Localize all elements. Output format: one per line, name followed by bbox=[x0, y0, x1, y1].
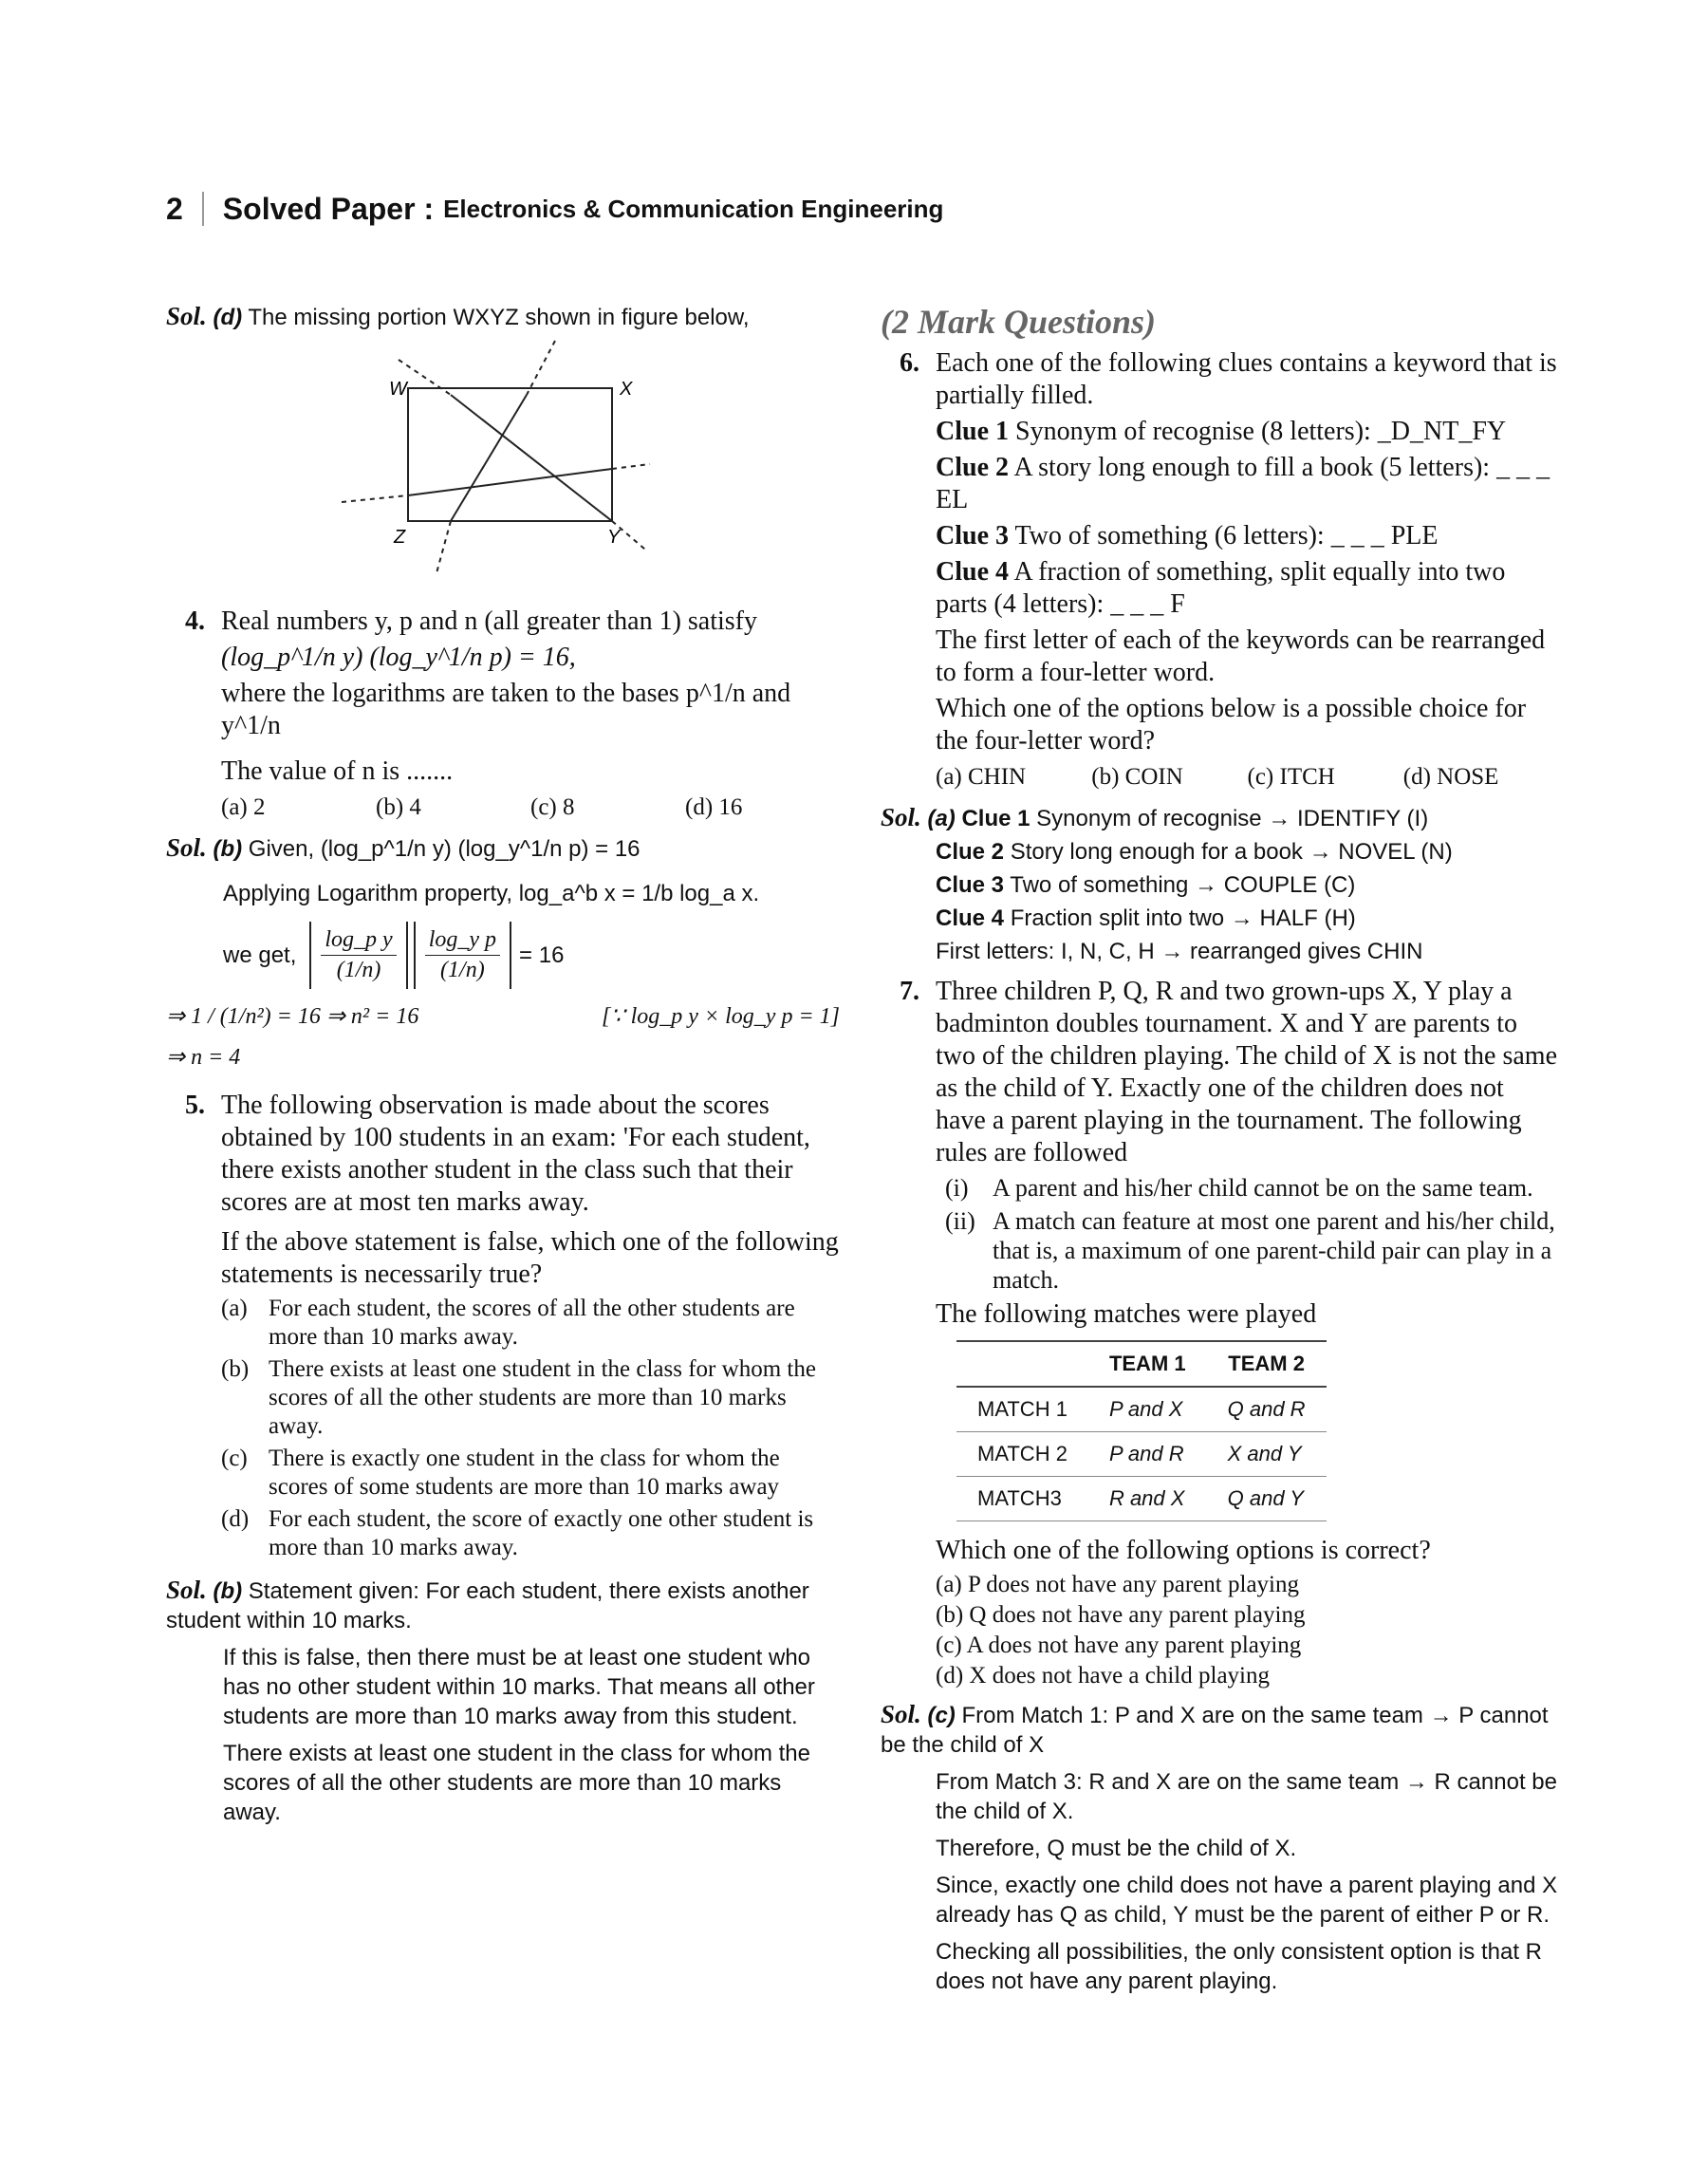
header-divider bbox=[202, 192, 204, 226]
solution-7 bbox=[881, 1700, 1559, 1996]
book-title: Solved Paper : bbox=[222, 191, 435, 226]
option-a[interactable]: (a) For each student, the scores of all the other students are more than 10 marks away. bbox=[221, 1296, 795, 1350]
question-7 bbox=[881, 976, 1559, 1331]
sol6-line1-label: Clue 1 bbox=[961, 806, 1030, 831]
q7-rules bbox=[945, 1173, 1559, 1295]
rectangle-wxyz bbox=[408, 388, 612, 521]
table-header-row bbox=[956, 1341, 1327, 1387]
left-column bbox=[166, 302, 840, 1835]
table-row bbox=[956, 1387, 1327, 1432]
sol6-line2: Clue 2 Story long enough for a book → NOVEL (N) bbox=[936, 839, 1453, 865]
q5-options bbox=[221, 1295, 840, 1562]
option-c[interactable]: (c) ITCH bbox=[1247, 764, 1335, 790]
rule-1: (i) A parent and his/her child cannot be on the same team. bbox=[945, 1174, 1533, 1202]
sol6-line3: Clue 3 Two of something → COUPLE (C) bbox=[936, 872, 1356, 898]
q6-intro: Each one of the following clues contains a keyword that is partially filled. bbox=[936, 348, 1557, 410]
q6-options bbox=[936, 761, 1559, 793]
q6-para2: The first letter of each of the keywords can be rearranged to form a four-letter word. bbox=[936, 625, 1546, 687]
table-cell: X and Y bbox=[1207, 1432, 1327, 1477]
option-c[interactable]: (c) 8 bbox=[530, 794, 575, 820]
option-a[interactable]: (a) P does not have any parent playing bbox=[936, 1572, 1299, 1597]
table-cell: MATCH3 bbox=[956, 1477, 1088, 1521]
sol-option: (b) bbox=[213, 836, 243, 862]
sol4-given: Given, (log_p^1/n y) (log_y^1/n p) = 16 bbox=[248, 836, 640, 862]
q4-line3: The value of n is ....... bbox=[221, 756, 454, 786]
sol4-step3: ⇒ n = 4 bbox=[166, 1045, 241, 1070]
sol4-weget: we get, bbox=[223, 942, 297, 968]
clue-1: Clue 1 Synonym of recognise (8 letters): _D_NT_FY bbox=[936, 417, 1507, 446]
sol7-p4: Since, exactly one child does not have a parent playing and X already has Q as child, Y must be the parent of either P or R. bbox=[936, 1873, 1558, 1928]
solution-3 bbox=[166, 302, 840, 332]
sol-label: Sol. bbox=[881, 803, 921, 831]
sol7-p5: Checking all possibilities, the only consistent option is that R does not have any parent playing. bbox=[936, 1939, 1542, 1994]
rule-2: (ii) A match can feature at most one parent and his/her child, that is, a maximum of one parent-child pair can play in a match. bbox=[945, 1207, 1555, 1294]
sol5-p2: If this is false, then there must be at least one student who has no other student within 10 marks. That means all other students are more than 10 marks away from this student. bbox=[223, 1645, 815, 1729]
table-cell: MATCH 1 bbox=[956, 1387, 1088, 1432]
sol4-fraction-block bbox=[223, 922, 840, 989]
q7-para2: The following matches were played bbox=[936, 1299, 1317, 1329]
sol4-step2: ⇒ 1 / (1/n²) = 16 ⇒ n² = 16 bbox=[166, 1004, 419, 1029]
right-column bbox=[881, 302, 1559, 2004]
table-cell: MATCH 2 bbox=[956, 1432, 1088, 1477]
option-a[interactable]: (a) CHIN bbox=[936, 764, 1027, 790]
option-b[interactable]: (b) Q does not have any parent playing bbox=[936, 1602, 1306, 1628]
option-b[interactable]: (b) 4 bbox=[376, 794, 421, 820]
question-7-options bbox=[881, 1535, 1559, 1690]
sol7-p2: From Match 3: R and X are on the same team → R cannot be the child of X. bbox=[936, 1769, 1557, 1824]
sol-option: (c) bbox=[927, 1703, 956, 1728]
sol6-line1-text: Synonym of recognise → IDENTIFY (I) bbox=[1036, 806, 1429, 831]
table-cell: R and X bbox=[1088, 1477, 1207, 1521]
q4-options bbox=[221, 792, 840, 824]
wxyz-figure bbox=[166, 336, 840, 592]
sol4-eq16: = 16 bbox=[519, 942, 565, 968]
frac-b-denominator: (1/n) bbox=[440, 958, 485, 982]
sol-option: (b) bbox=[213, 1578, 243, 1604]
sol6-line4: Clue 4 Fraction split into two → HALF (H) bbox=[936, 905, 1356, 931]
sol-label: Sol. bbox=[166, 1576, 207, 1604]
clue-3: Clue 3 Two of something (6 letters): _ _ _ PLE bbox=[936, 521, 1439, 550]
table-header: TEAM 1 bbox=[1088, 1341, 1207, 1387]
q5-para1: The following observation is made about the scores obtained by 100 students in an exam: 'For each student, there exists another student in the class such that their scores are at most ten marks away. bbox=[221, 1091, 810, 1217]
q6-para3: Which one of the options below is a possible choice for the four-letter word? bbox=[936, 694, 1527, 756]
sol4-property: Applying Logarithm property, log_a^b x = 1/b log_a x. bbox=[223, 881, 760, 906]
matches-table bbox=[956, 1340, 1327, 1521]
option-d[interactable]: (d) X does not have a child playing bbox=[936, 1663, 1270, 1689]
question-number: 4. bbox=[185, 606, 205, 636]
option-b[interactable]: (b) There exists at least one student in the class for whom the scores of all the other students are more than 10 marks away. bbox=[221, 1356, 816, 1439]
section-heading: (2 Mark Questions) bbox=[881, 303, 1157, 341]
sol5-p3: There exists at least one student in the class for whom the scores of all the other students are more than 10 marks away. bbox=[223, 1741, 810, 1825]
solution-6 bbox=[881, 803, 1559, 966]
sol-option: (a) bbox=[927, 806, 956, 831]
clue-2: Clue 2 A story long enough to fill a book (5 letters): _ _ _ EL bbox=[936, 453, 1550, 514]
table-cell: Q and Y bbox=[1207, 1477, 1327, 1521]
option-c[interactable]: (c) A does not have any parent playing bbox=[936, 1633, 1302, 1658]
sol-label: Sol. bbox=[881, 1700, 921, 1728]
table-cell: P and R bbox=[1088, 1432, 1207, 1477]
q5-para2: If the above statement is false, which one of the following statements is necessarily true? bbox=[221, 1227, 839, 1289]
question-5 bbox=[166, 1090, 840, 1562]
page-number: 2 bbox=[166, 191, 183, 226]
sol4-reason: [∵ log_p y × log_y p = 1] bbox=[602, 1004, 840, 1029]
q7-para1: Three children P, Q, R and two grown-ups X, Y play a badminton doubles tournament. X and Y are parents to two of the children playing. The child of X is not the same as the child of Y. Exactly one of the children does not have a parent playing in the tournament. The following rules are followed bbox=[936, 977, 1558, 1167]
sol-text: The missing portion WXYZ shown in figure below, bbox=[248, 305, 750, 330]
sol7-p1: From Match 1: P and X are on the same team → P cannot be the child of X bbox=[881, 1703, 1549, 1758]
q7-option-list bbox=[936, 1571, 1559, 1690]
table-header bbox=[956, 1341, 1088, 1387]
option-d[interactable]: (d) 16 bbox=[685, 794, 743, 820]
q4-equation: (log_p^1/n y) (log_y^1/n p) = 16, bbox=[221, 643, 576, 672]
solution-4 bbox=[166, 833, 840, 1073]
sol-label: Sol. bbox=[166, 833, 207, 862]
label-x: X bbox=[620, 379, 633, 400]
question-number: 7. bbox=[900, 977, 919, 1006]
table-header: TEAM 2 bbox=[1207, 1341, 1327, 1387]
frac-b-numerator: log_y p bbox=[425, 925, 500, 956]
sol5-p1: Statement given: For each student, there exists another student within 10 marks. bbox=[166, 1578, 809, 1633]
sol7-p3: Therefore, Q must be the child of X. bbox=[936, 1836, 1297, 1861]
table-row bbox=[956, 1477, 1327, 1521]
sol-label: Sol. bbox=[166, 302, 207, 330]
option-c[interactable]: (c) There is exactly one student in the class for whom the scores of some students are more than 10 marks away bbox=[221, 1446, 780, 1500]
question-6 bbox=[881, 347, 1559, 793]
question-4 bbox=[166, 606, 840, 824]
option-b[interactable]: (b) COIN bbox=[1091, 764, 1183, 790]
sol-option: (d) bbox=[213, 305, 243, 330]
page-header bbox=[166, 180, 943, 237]
question-number: 6. bbox=[900, 348, 919, 378]
solution-5 bbox=[166, 1576, 840, 1827]
clue-4: Clue 4 A fraction of something, split equally into two parts (4 letters): _ _ _ F bbox=[936, 557, 1506, 619]
label-w: W bbox=[389, 379, 407, 400]
q7-question: Which one of the following options is correct? bbox=[936, 1536, 1431, 1565]
frac-a-numerator: log_p y bbox=[321, 925, 396, 956]
option-d[interactable]: (d) NOSE bbox=[1402, 764, 1499, 790]
question-number: 5. bbox=[185, 1091, 205, 1120]
table-cell: P and X bbox=[1088, 1387, 1207, 1432]
option-d[interactable]: (d) For each student, the score of exactly one other student is more than 10 marks away. bbox=[221, 1506, 814, 1560]
book-subtitle: Electronics & Communication Engineering bbox=[443, 194, 944, 223]
frac-a-denominator: (1/n) bbox=[336, 958, 381, 982]
label-z: Z bbox=[394, 527, 406, 548]
label-y: Y bbox=[607, 527, 621, 548]
q4-line2: where the logarithms are taken to the bases p^1/n and y^1/n bbox=[221, 679, 791, 740]
sol6-last: First letters: I, N, C, H → rearranged gives CHIN bbox=[936, 939, 1423, 964]
q4-line1: Real numbers y, p and n (all greater than 1) satisfy bbox=[221, 606, 758, 636]
table-cell: Q and R bbox=[1207, 1387, 1327, 1432]
option-a[interactable]: (a) 2 bbox=[221, 794, 266, 820]
table-row bbox=[956, 1432, 1327, 1477]
